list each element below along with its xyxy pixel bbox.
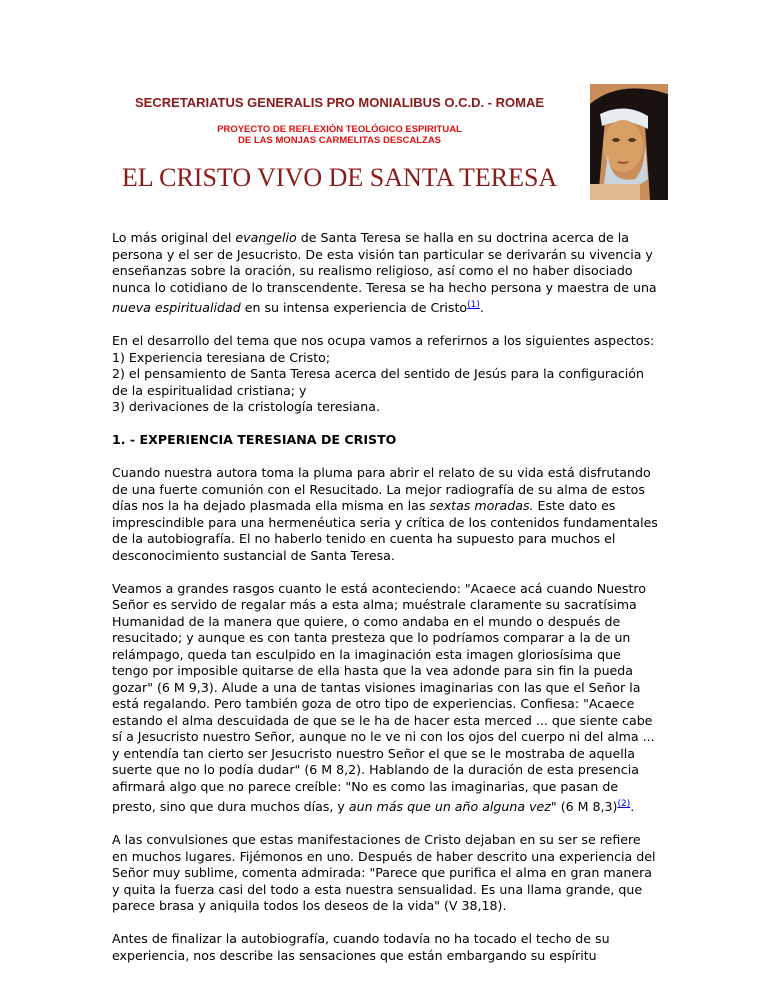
text-segment: en su intensa experiencia de Cristo [240,300,468,316]
project-subtitle [112,124,567,146]
text-segment: 1. - EXPERIENCIA TERESIANA DE CRISTO [112,432,397,448]
italic-text: evangelio [235,230,297,245]
text-segment: En el desarrollo del tema que nos ocupa vamos a referirnos a los siguientes aspectos: [112,333,655,349]
text-segment: de Santa Teresa se halla en su doctrina acerca de la persona y el ser de Jesucristo. De esta visión tan particular se derivarán su vivencia y enseñanzas sobre la oración, su realismo religioso, así como el no haber disociado nunca lo cotidiano de lo transcendente. Teresa se ha hecho persona y maestra de una [112,230,657,295]
text-segment: 1) Experiencia teresiana de Cristo; [112,349,331,365]
footnote-link[interactable]: (2) [617,799,631,810]
section-heading [112,432,660,449]
text-segment: . [630,799,635,815]
text-segment: Este dato es imprescindible para una hermenéutica seria y crítica de los contenidos fundamentales de la autobiografía. El no haberlo tenido en cuenta ha supuesto para muchos el desconocimiento sustancial de Santa Teresa. [112,498,658,563]
text-segment: 3) derivaciones de la cristología teresiana. [112,399,380,415]
text-segment: . [479,300,484,316]
paragraph [112,465,660,564]
paragraph [112,931,660,964]
paragraph [112,581,660,816]
paragraph [112,230,660,317]
organization-header: SECRETARIATUS GENERALIS PRO MONIALIBUS O.C.D. - ROMAE [134,95,545,110]
footnote-ref [467,298,480,310]
text-segment: Veamos a grandes rasgos cuanto le está aconteciendo: "Acaece acá cuando Nuestro Señor es servido de regalar más a esta alma; muéstrale claramente su sacratísima Humanidad de la manera que quiere, o como andaba en el mundo o después de resucitado; y aunque es con tanta presteza que lo podríamos comparar a la de un relámpago, queda tan esculpido en la imaginación esta imagen gloriosísima que tengo por imposible quitarse de ella hasta que la vea adonde para sin fin la pueda gozar" (6 M 9,3). Alude a una de tantas visiones imaginarias con las que el Señor la está regalando. Pero también goza de otro tipo de experiencias. Confiesa: "Acaece estando el alma descuidada de que se le ha de hacer esta merced ... que siente cabe sí a Jesucristo nuestro Señor, aunque no le ve ni con los ojos del cuerpo ni del alma ... y entendía tan cierto ser Jesucristo nuestro Señor el que se le mostraba de aquella suerte que no lo podía dudar" (6 M 8,2). Hablando de la duración de esta presencia afirmará algo que no parece creíble: "No es como las imaginarias, que pasan de presto, sino que dura muchos días, y [112,580,655,815]
text-segment: Antes de finalizar la autobiografía, cuando todavía no ha tocado el techo de su experiencia, nos describe las sensaciones que están embargando su espíritu [112,931,610,963]
italic-text: nueva espiritualidad [112,300,241,316]
text-segment: A las convulsiones que estas manifestaciones de Cristo dejaban en su ser se refiere en muchos lugares. Fijémonos en uno. Después de haber descrito una experiencia del Señor muy sublime, comenta admirada: "Parece que purifica el alma en gran manera y quita la fuerza casi del todo a esta nuestra sensualidad. Es una llama grande, que parece brasa y aniquila todos los deseos de la vida" (V 38,18). [112,832,656,914]
italic-text: aun más que un año alguna vez [348,799,551,815]
footnote-ref [617,797,630,809]
text-segment: " (6 M 8,3) [550,799,618,815]
text-segment: Cuando nuestra autora toma la pluma para abrir el relato de su vida está disfrutando de una fuerte comunión con el Resucitado. La mejor radiografía de su alma de estos días nos la ha dejado plasmada ella misma en las [112,465,651,514]
text-segment: 2) el pensamiento de Santa Teresa acerca del sentido de Jesús para la configuración de la espiritualidad cristiana; y [112,366,644,398]
article-body [112,230,660,981]
project-subtitle-line1: PROYECTO DE REFLEXIÓN TEOLÓGICO ESPIRITUAL [217,124,462,135]
italic-text: sextas moradas. [429,498,534,514]
paragraph [112,832,660,915]
page-title: EL CRISTO VIVO DE SANTA TERESA [121,163,558,192]
footnote-link[interactable]: (1) [467,300,480,310]
santa-teresa-portrait-image [590,84,668,200]
project-subtitle-line2: DE LAS MONJAS CARMELITAS DESCALZAS [237,135,442,146]
paragraph [112,333,660,416]
text-segment: Lo más original del [112,230,236,245]
